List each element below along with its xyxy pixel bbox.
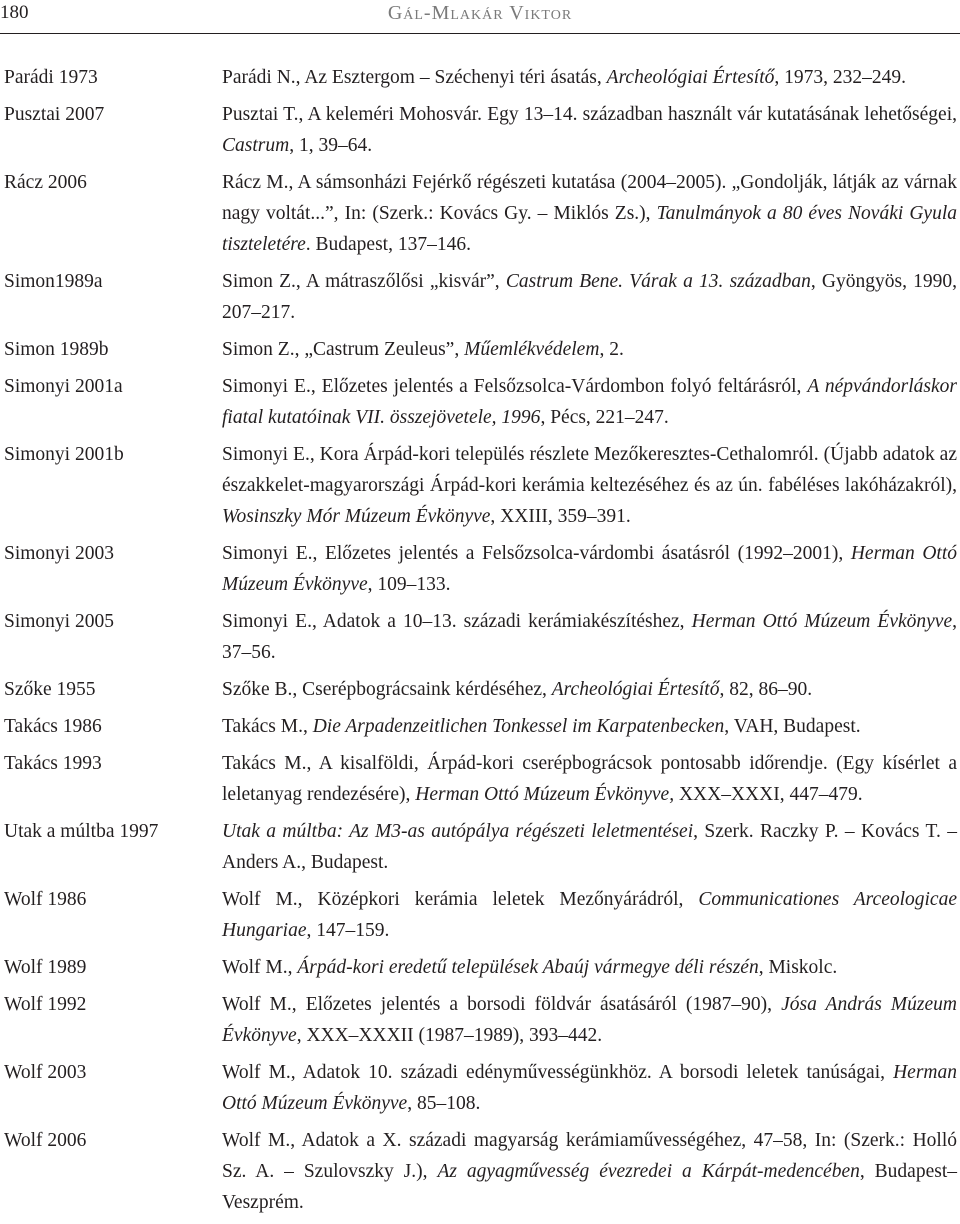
bib-entry-citation [222,816,960,878]
citation-title-italic: Die Arpadenzeitlichen Tonkessel im Karpatenbecken [312,716,725,737]
bib-entry [0,62,960,93]
bib-entry-key: Takács 1986 [4,716,102,737]
bib-entry-key: Wolf 1992 [4,994,87,1015]
bib-entry [0,99,960,161]
bib-entry-key: Simonyi 2003 [4,543,114,564]
citation-title-italic: Archeológiai Értesítő [606,67,775,88]
citation-text: , 1, 39–64. [289,135,373,156]
citation-text: , VAH, Budapest. [724,716,861,737]
citation-title-italic: Árpád-kori eredetű települések Abaúj vármegye déli részén [297,957,759,978]
bib-entry [0,439,960,532]
bib-entry [0,989,960,1051]
bib-entry-key: Simonyi 2005 [4,611,114,632]
bib-entry-key: Parádi 1973 [4,67,98,88]
bib-entry-citation [222,439,960,532]
bib-entry [0,816,960,878]
citation-text: Simon Z., „Castrum Zeuleus”, [222,339,465,360]
bib-entry-citation [222,711,960,742]
citation-text: Pusztai T., A keleméri Mohosvár. Egy 13–14. században használt vár kutatásának lehetőségei, [222,104,957,125]
bib-entry-citation [222,371,960,433]
bib-entry [0,167,960,260]
bib-entry-key: Rácz 2006 [4,172,87,193]
bib-entry [0,711,960,742]
page-header [0,0,960,34]
citation-text: Takács M., A kisalföldi, Árpád-kori cserépbográcsok pontosabb időrendje. (Egy kísérlet a leletanyag rendezésére), [222,753,957,805]
citation-title-italic: Castrum [222,135,290,156]
citation-text: Rácz M., A sámsonházi Fejérkő régészeti kutatása (2004–2005). „Gondolják, látják az várnak nagy voltát...”, In: (Szerk.: Kovács Gy. – Miklós Zs.), [222,172,957,224]
bib-entry-key: Wolf 2003 [4,1062,87,1083]
citation-title-italic: Tanulmányok a 80 éves Nováki Gyula tiszteletére [222,203,958,255]
bib-entry-citation [222,538,960,600]
bib-entry-citation [222,334,960,365]
citation-text: Wolf M., Adatok 10. századi edényművességünkhöz. A borsodi leletek tanúságai, [222,1062,894,1083]
citation-title-italic: Wosinszky Mór Múzeum Évkönyve [222,506,491,527]
citation-text: , Budapest–Veszprém. [222,1161,957,1213]
bib-entry-citation [222,674,960,705]
bib-entry-citation [222,748,960,810]
citation-text: , 109–133. [367,574,451,595]
citation-title-italic: Az agyagművesség évezredei a Kárpát-medencében [437,1161,860,1182]
citation-text: Simon Z., A mátraszőlősi „kisvár”, [222,271,506,292]
bib-entry-key: Simonyi 2001b [4,444,124,465]
bib-entry-key: Wolf 1986 [4,889,87,910]
citation-title-italic: Herman Ottó Múzeum Évkönyve, [415,784,675,805]
bibliography-list [0,62,960,1224]
bib-entry [0,952,960,983]
citation-title-italic: Herman Ottó Múzeum Évkönyve [222,1062,957,1114]
citation-text: XXX–XXXI, 447–479. [674,784,863,805]
bib-entry [0,884,960,946]
citation-text: , XXX–XXXII (1987–1989), 393–442. [296,1025,603,1046]
bib-entry-key: Simon1989a [4,271,103,292]
citation-text: , 37–56. [222,611,957,663]
bib-entry-key: Szőke 1955 [4,679,96,700]
citation-text: Parádi N., Az Esztergom – Széchenyi téri ásatás, [222,67,607,88]
bib-entry-citation [222,1057,960,1119]
bib-entry [0,606,960,668]
citation-text: Wolf M., Középkori kerámia leletek Mezőnyárádról, [222,889,699,910]
citation-title-italic: Archeológiai Értesítő [551,679,720,700]
bib-entry-key: Simonyi 2001a [4,376,123,397]
citation-text: Takács M., [222,716,313,737]
bib-entry-citation [222,1125,960,1218]
citation-text: , Pécs, 221–247. [540,407,669,428]
running-head: Gál-Mlakár Viktor [387,2,573,24]
bib-entry-citation [222,952,960,983]
citation-text: Simonyi E., Előzetes jelentés a Felsőzsolca-várdombi ásatásról (1992–2001), [222,543,851,564]
citation-text: , Szerk. Raczky P. – Kovács T. – Anders A., Budapest. [222,821,957,873]
citation-text: Wolf M., Adatok a X. századi magyarság kerámiaművességéhez, 47–58, In: (Szerk.: Holló Sz. A. – Szulovszky J.), [222,1130,957,1182]
bib-entry-key: Wolf 2006 [4,1130,87,1151]
bib-entry-key: Utak a múltba 1997 [4,821,159,842]
bib-entry [0,748,960,810]
citation-text: , 147–159. [306,920,390,941]
bib-entry-citation [222,989,960,1051]
bib-entry-citation [222,62,960,93]
bib-entry [0,266,960,328]
citation-text: , 85–108. [407,1093,481,1114]
citation-text: Simonyi E., Adatok a 10–13. századi kerámiakészítéshez, [222,611,692,632]
citation-text: , XXIII, 359–391. [490,506,631,527]
citation-text: , 2. [599,339,624,360]
bib-entry [0,538,960,600]
bib-entry [0,1125,960,1218]
bib-entry-citation [222,884,960,946]
page-number: 180 [0,2,29,23]
header-rule [0,33,960,34]
citation-title-italic: Communicationes Arceologicae Hungariae [222,889,957,941]
bib-entry-key: Simon 1989b [4,339,109,360]
bib-entry-key: Wolf 1989 [4,957,87,978]
citation-text: , Miskolc. [758,957,838,978]
bib-entry [0,674,960,705]
citation-title-italic: Herman Ottó Múzeum Évkönyve [691,611,953,632]
citation-title-italic: Jósa András Múzeum Évkönyve [222,994,957,1046]
bib-entry [0,334,960,365]
citation-title-italic: A népvándorláskor fiatal kutatóinak VII. összejövetele, 1996 [222,376,957,428]
citation-text: . Budapest, 137–146. [305,234,471,255]
bib-entry [0,1057,960,1119]
citation-text: , Gyöngyös, 1990, 207–217. [222,271,958,323]
bib-entry-key: Takács 1993 [4,753,102,774]
bib-entry-citation [222,99,960,161]
citation-text: Wolf M., [222,957,298,978]
citation-text: Simonyi E., Kora Árpád-kori település részlete Mezőkeresztes-Cethalomról. (Újabb adatok az északkelet-magyarországi Árpád-kori kerámia keltezéséhez és az ún. fabéléses lakóházakról), [222,444,957,496]
citation-title-italic: Műemlékvédelem [464,339,600,360]
citation-text: , 1973, 232–249. [774,67,906,88]
citation-title-italic: Utak a múltba: Az M3-as autópálya régészeti leletmentései [222,821,694,842]
bib-entry [0,371,960,433]
bib-entry-citation [222,606,960,668]
citation-title-italic: Herman Ottó Múzeum Évkönyve [222,543,957,595]
citation-text: , 82, 86–90. [719,679,813,700]
citation-text: Szőke B., Cserépbográcsaink kérdéséhez, [222,679,552,700]
bib-entry-key: Pusztai 2007 [4,104,105,125]
bib-entry-citation [222,167,960,260]
bib-entry-citation [222,266,960,328]
citation-title-italic: Castrum Bene. Várak a 13. században [505,271,811,292]
citation-text: Simonyi E., Előzetes jelentés a Felsőzsolca-Várdombon folyó feltárásról, [222,376,808,397]
citation-text: Wolf M., Előzetes jelentés a borsodi földvár ásatásáról (1987–90), [222,994,782,1015]
